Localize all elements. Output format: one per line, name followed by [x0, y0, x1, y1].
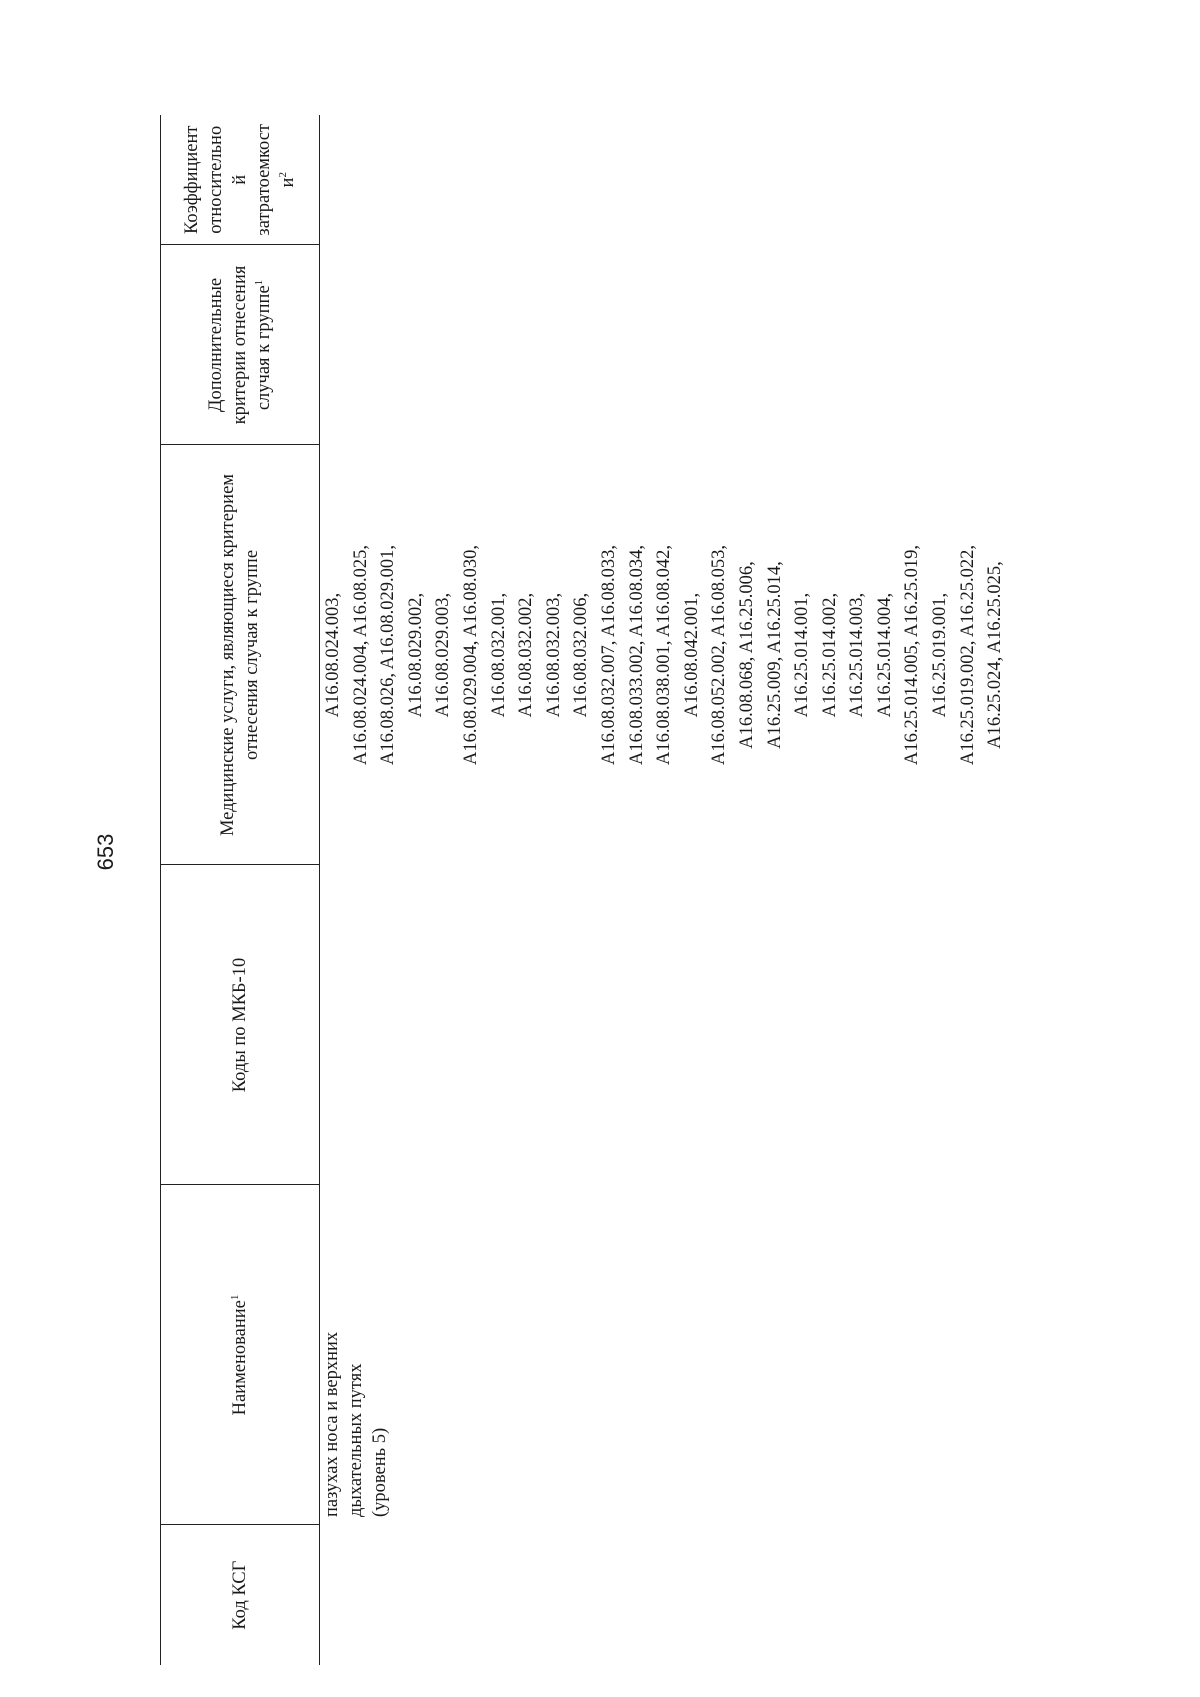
service-line: A16.08.029.003, — [433, 592, 454, 718]
service-line: A16.08.032.006, — [571, 592, 592, 718]
cell-additional-criteria — [320, 245, 1010, 445]
table-header-row — [161, 115, 320, 1665]
service-line: A16.25.014.002, — [819, 592, 840, 718]
service-line: A16.08.032.002, — [516, 592, 537, 718]
service-line: A16.08.042.001, — [681, 592, 702, 718]
rotated-page-frame — [160, 115, 1190, 1665]
cell-icd10-codes — [320, 865, 1010, 1185]
service-line: A16.08.052.002, A16.08.053, — [709, 545, 730, 765]
header-medical-services: Медицинские услуги, являющиеся критерием отнесения случая к группе — [161, 445, 320, 865]
page-number: 653 — [93, 833, 118, 871]
ksg-table — [160, 115, 1010, 1665]
service-line: A16.08.024.003, — [323, 592, 343, 718]
header-cost-coefficient: Коэффициент относительно й затратоемкост $и^2$ — [161, 115, 320, 245]
service-line: A16.08.029.004, A16.08.030, — [460, 545, 481, 765]
cell-cost-coefficient — [320, 115, 1010, 245]
service-line: A16.25.014.001, — [792, 592, 813, 718]
header-icd10-codes: Коды по МКБ-10 — [161, 865, 320, 1185]
service-line: A16.08.032.007, A16.08.033, — [598, 545, 619, 765]
header-name: Наименование$^1$ — [161, 1185, 320, 1525]
service-line: A16.08.032.003, — [543, 592, 564, 718]
header-additional-criteria: Дополнительные критерии отнесения случая к группе$^1$ — [161, 245, 320, 445]
rotated-table-container — [160, 115, 1190, 1665]
table-row — [320, 115, 1010, 1665]
service-line: A16.25.019.002, A16.25.022, — [957, 545, 978, 765]
cell-medical-services — [320, 445, 1010, 865]
service-line: A16.25.019.001, — [930, 592, 951, 718]
service-line: A16.08.029.002, — [405, 592, 426, 718]
header-ksg-code: Код КСГ — [161, 1525, 320, 1665]
service-line: A16.08.038.001, A16.08.042, — [654, 545, 675, 765]
service-line: A16.08.026, A16.08.029.001, — [378, 545, 399, 765]
cell-ksg-code — [320, 1525, 1010, 1665]
service-line: A16.25.024, A16.25.025, — [985, 561, 1006, 749]
service-line: A16.25.014.004, — [874, 592, 895, 718]
service-line: A16.08.033.002, A16.08.034, — [626, 545, 647, 765]
service-line: A16.08.068, A16.25.006, — [736, 561, 757, 749]
service-line: A16.08.024.004, A16.08.025, — [350, 545, 371, 765]
service-line: A16.25.014.003, — [847, 592, 868, 718]
service-line: A16.08.032.001, — [488, 592, 509, 718]
service-line: A16.25.009, A16.25.014, — [764, 561, 785, 749]
service-line: A16.25.014.005, A16.25.019, — [902, 545, 923, 765]
cell-name: пазухах носа и верхних дыхательных путях (уровень 5) — [322, 1331, 391, 1517]
